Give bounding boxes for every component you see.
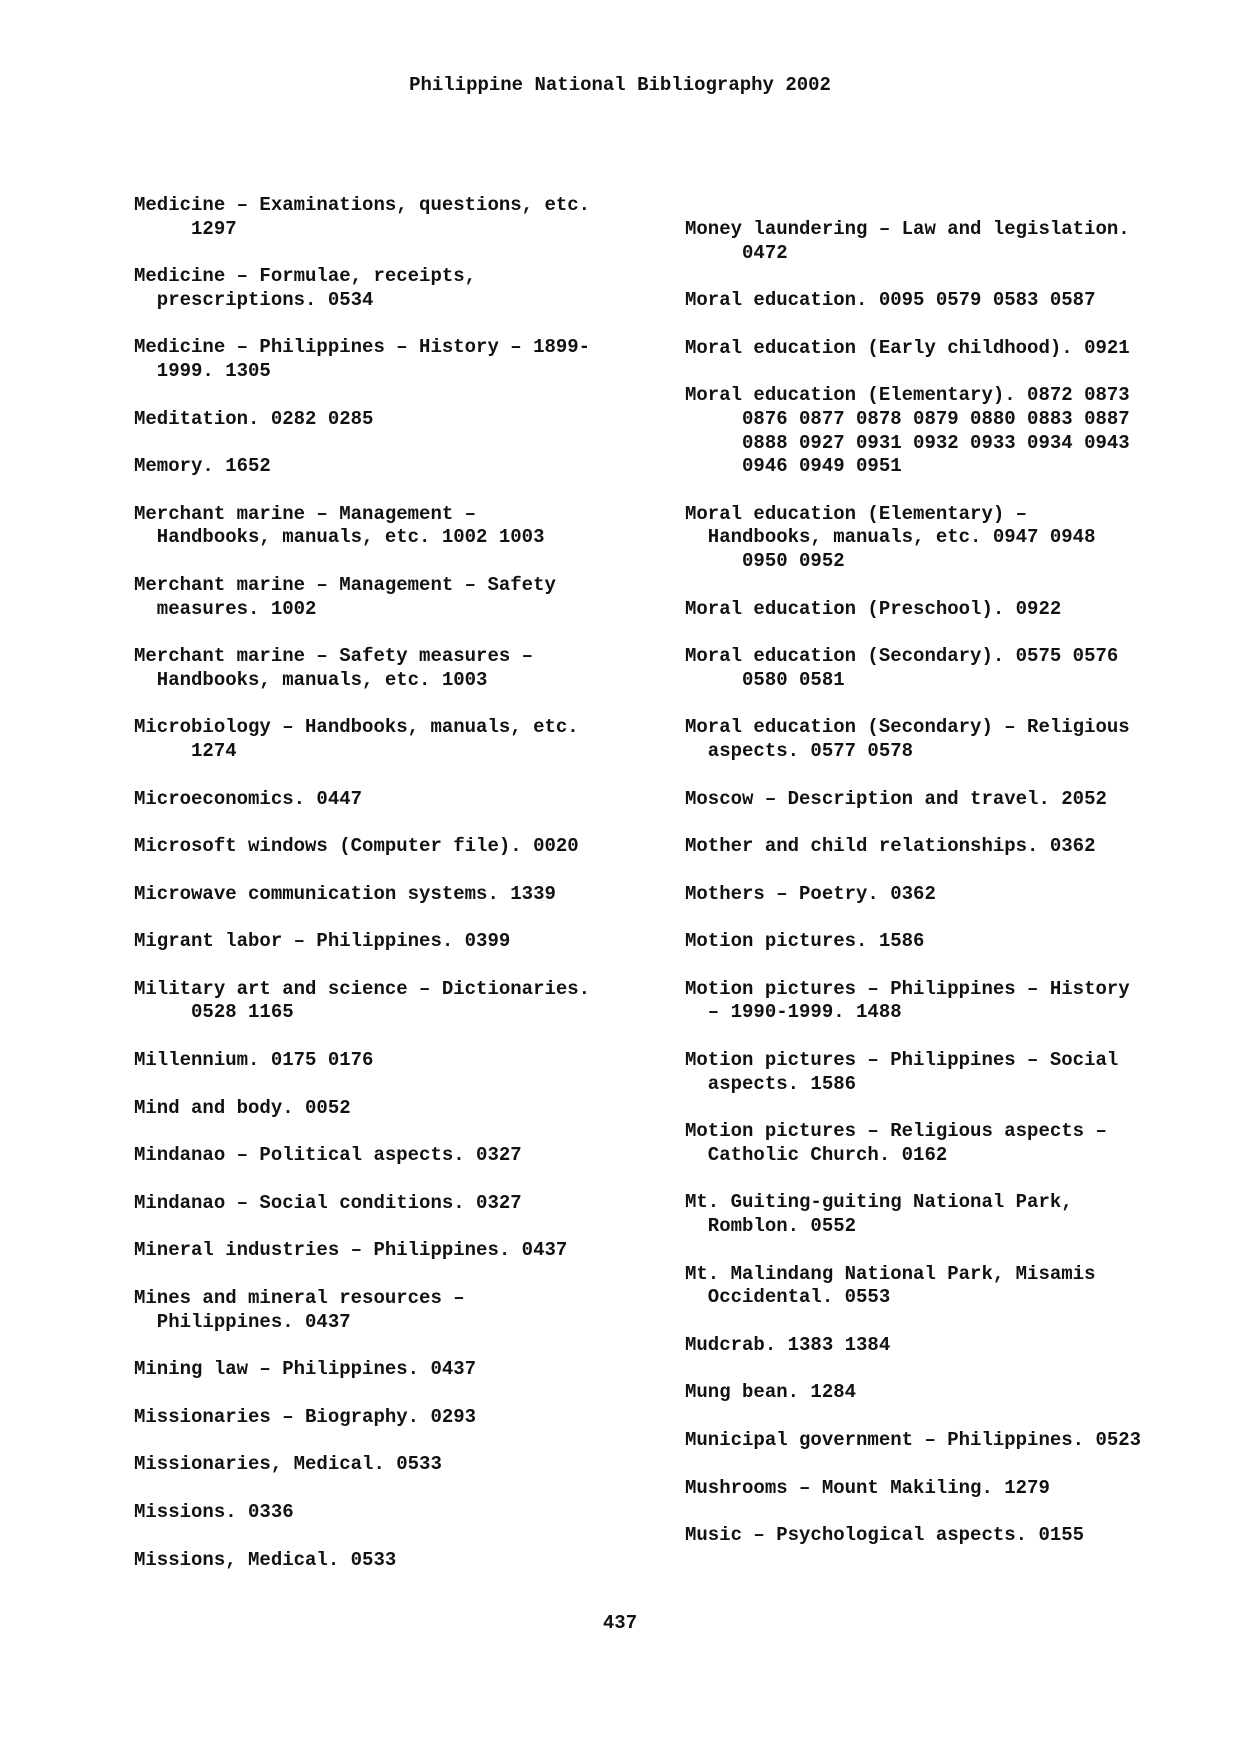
index-entry	[134, 408, 654, 432]
index-entry	[685, 645, 1205, 692]
index-entry	[685, 503, 1205, 574]
entry-heading-line: Missions, Medical. 0533	[134, 1548, 397, 1571]
index-entry	[134, 574, 654, 621]
page-number: 437	[602, 1612, 638, 1634]
entry-heading-line: Medicine – Formulae, receipts,	[134, 265, 477, 288]
index-entry	[685, 1524, 1205, 1548]
entry-heading-line: Medicine – Examinations, questions, etc.	[134, 194, 591, 216]
entry-heading-line: Moral education (Secondary) – Religious	[685, 716, 1130, 739]
index-entry	[134, 1501, 654, 1525]
index-entry	[134, 265, 654, 312]
entry-heading-line: Microeconomics. 0447	[134, 787, 363, 810]
entry-heading-line: Music – Psychological aspects. 0155	[685, 1524, 1085, 1547]
entry-continuation-line: 1999. 1305	[134, 359, 271, 382]
index-entry	[134, 835, 654, 859]
index-entry	[685, 384, 1205, 478]
entry-heading-line: Mt. Malindang National Park, Misamis	[685, 1262, 1096, 1285]
entry-heading-line: Mineral industries – Philippines. 0437	[134, 1239, 568, 1262]
entry-heading-line: Mindanao – Political aspects. 0327	[134, 1144, 522, 1167]
entry-heading-line: Mung bean. 1284	[685, 1381, 857, 1404]
entry-heading-line: Moral education (Elementary) –	[685, 502, 1028, 525]
index-entry	[685, 1334, 1205, 1358]
entry-heading-line: Merchant marine – Safety measures –	[134, 645, 534, 668]
index-entry	[134, 503, 654, 550]
entry-heading-line: Motion pictures – Philippines – Social	[685, 1049, 1119, 1072]
entry-continuation-line: Philippines. 0437	[134, 1310, 351, 1333]
entry-heading-line: Mind and body. 0052	[134, 1096, 351, 1119]
index-entry	[685, 930, 1205, 954]
index-entry	[685, 1120, 1205, 1167]
entry-heading-line: Mines and mineral resources –	[134, 1287, 465, 1310]
entry-heading-line: Merchant marine – Management –	[134, 502, 477, 525]
entry-continuation-line: Handbooks, manuals, etc. 0947 0948	[685, 526, 1096, 549]
entry-heading-line: Mushrooms – Mount Makiling. 1279	[685, 1476, 1050, 1499]
index-entry	[685, 788, 1205, 812]
entry-heading-line: Moral education (Early childhood). 0921	[685, 336, 1130, 359]
entry-continuation-line: Catholic Church. 0162	[685, 1143, 948, 1166]
entry-heading-line: Moscow – Description and travel. 2052	[685, 787, 1107, 810]
index-entry	[134, 1358, 654, 1382]
entry-heading-line: Mindanao – Social conditions. 0327	[134, 1191, 522, 1214]
index-column-left	[134, 194, 654, 1596]
entry-heading-line: Moral education (Secondary). 0575 0576	[685, 645, 1119, 668]
index-entry	[685, 1429, 1205, 1453]
entry-heading-line: Merchant marine – Management – Safety	[134, 573, 556, 596]
entry-continuation-line: – 1990-1999. 1488	[685, 1001, 902, 1024]
entry-heading-line: Missionaries, Medical. 0533	[134, 1453, 442, 1476]
index-entry	[685, 716, 1205, 763]
index-entry	[134, 1049, 654, 1073]
entry-heading-line: Motion pictures – Religious aspects –	[685, 1120, 1107, 1143]
entry-continuation-line: aspects. 0577 0578	[685, 739, 914, 762]
entry-heading-line: Microbiology – Handbooks, manuals, etc.	[134, 716, 579, 739]
index-entry	[134, 1192, 654, 1216]
entry-heading-line: Motion pictures. 1586	[685, 930, 925, 953]
entry-continuation-line: 1297	[134, 217, 237, 240]
entry-continuation-line: Romblon. 0552	[685, 1215, 857, 1238]
index-entry	[134, 1406, 654, 1430]
index-entry	[685, 337, 1205, 361]
entry-heading-line: Migrant labor – Philippines. 0399	[134, 930, 511, 953]
index-entry	[134, 1287, 654, 1334]
index-entry	[134, 930, 654, 954]
entry-heading-line: Medicine – Philippines – History – 1899-	[134, 336, 591, 359]
index-entry	[134, 1453, 654, 1477]
entry-continuation-line: 0888 0927 0931 0932 0933 0934 0943	[685, 431, 1130, 454]
index-entry	[134, 194, 654, 241]
index-entry	[685, 289, 1205, 313]
index-entry	[134, 336, 654, 383]
index-entry	[134, 1097, 654, 1121]
entry-heading-line: Meditation. 0282 0285	[134, 407, 374, 430]
entry-continuation-line: measures. 1002	[134, 597, 317, 620]
index-entry	[685, 1049, 1205, 1096]
index-entry	[134, 455, 654, 479]
entry-heading-line: Millennium. 0175 0176	[134, 1049, 374, 1072]
entry-continuation-line: 0876 0877 0878 0879 0880 0883 0887	[685, 407, 1130, 430]
running-head: Philippine National Bibliography 2002	[409, 74, 831, 96]
entry-continuation-line: 0946 0949 0951	[685, 455, 902, 478]
entry-heading-line: Mt. Guiting-guiting National Park,	[685, 1191, 1073, 1214]
index-entry	[134, 1549, 654, 1573]
entry-heading-line: Municipal government – Philippines. 0523	[685, 1429, 1142, 1451]
index-entry	[134, 716, 654, 763]
entry-continuation-line: 0580 0581	[685, 668, 845, 691]
entry-heading-line: Memory. 1652	[134, 455, 271, 478]
index-entry	[685, 598, 1205, 622]
entry-continuation-line: Handbooks, manuals, etc. 1002 1003	[134, 526, 545, 549]
entry-continuation-line: prescriptions. 0534	[134, 288, 374, 311]
entry-heading-line: Mudcrab. 1383 1384	[685, 1333, 891, 1356]
entry-continuation-line: 0472	[685, 241, 788, 264]
index-entry	[134, 788, 654, 812]
index-entry	[134, 978, 654, 1025]
entry-heading-line: Mothers – Poetry. 0362	[685, 882, 936, 905]
index-entry	[685, 978, 1205, 1025]
entry-heading-line: Moral education (Elementary). 0872 0873	[685, 384, 1130, 407]
entry-continuation-line: Occidental. 0553	[685, 1286, 891, 1309]
index-entry	[685, 1191, 1205, 1238]
entry-continuation-line: aspects. 1586	[685, 1072, 857, 1095]
index-entry	[134, 1144, 654, 1168]
entry-heading-line: Missions. 0336	[134, 1501, 294, 1523]
index-column-right	[685, 194, 1205, 1572]
entry-heading-line: Microwave communication systems. 1339	[134, 882, 556, 905]
entry-heading-line: Money laundering – Law and legislation.	[685, 218, 1130, 240]
entry-continuation-line: 1274	[134, 739, 237, 762]
entry-heading-line: Motion pictures – Philippines – History	[685, 977, 1130, 1000]
index-entry	[685, 218, 1205, 265]
index-entry	[134, 645, 654, 692]
index-entry	[134, 1239, 654, 1263]
index-entry	[685, 1263, 1205, 1310]
entry-heading-line: Moral education (Preschool). 0922	[685, 597, 1062, 620]
entry-heading-line: Mining law – Philippines. 0437	[134, 1358, 477, 1381]
index-entry	[685, 835, 1205, 859]
entry-heading-line: Moral education. 0095 0579 0583 0587	[685, 289, 1096, 312]
index-entry	[134, 883, 654, 907]
entry-continuation-line: 0528 1165	[134, 1001, 294, 1024]
entry-continuation-line: 0950 0952	[685, 549, 845, 572]
entry-heading-line: Mother and child relationships. 0362	[685, 835, 1096, 858]
index-entry	[685, 883, 1205, 907]
entry-heading-line: Military art and science – Dictionaries.	[134, 977, 591, 1000]
entry-continuation-line: Handbooks, manuals, etc. 1003	[134, 668, 488, 691]
entry-heading-line: Missionaries – Biography. 0293	[134, 1405, 477, 1428]
index-entry	[685, 1381, 1205, 1405]
entry-heading-line: Microsoft windows (Computer file). 0020	[134, 835, 579, 858]
index-entry	[685, 1477, 1205, 1501]
